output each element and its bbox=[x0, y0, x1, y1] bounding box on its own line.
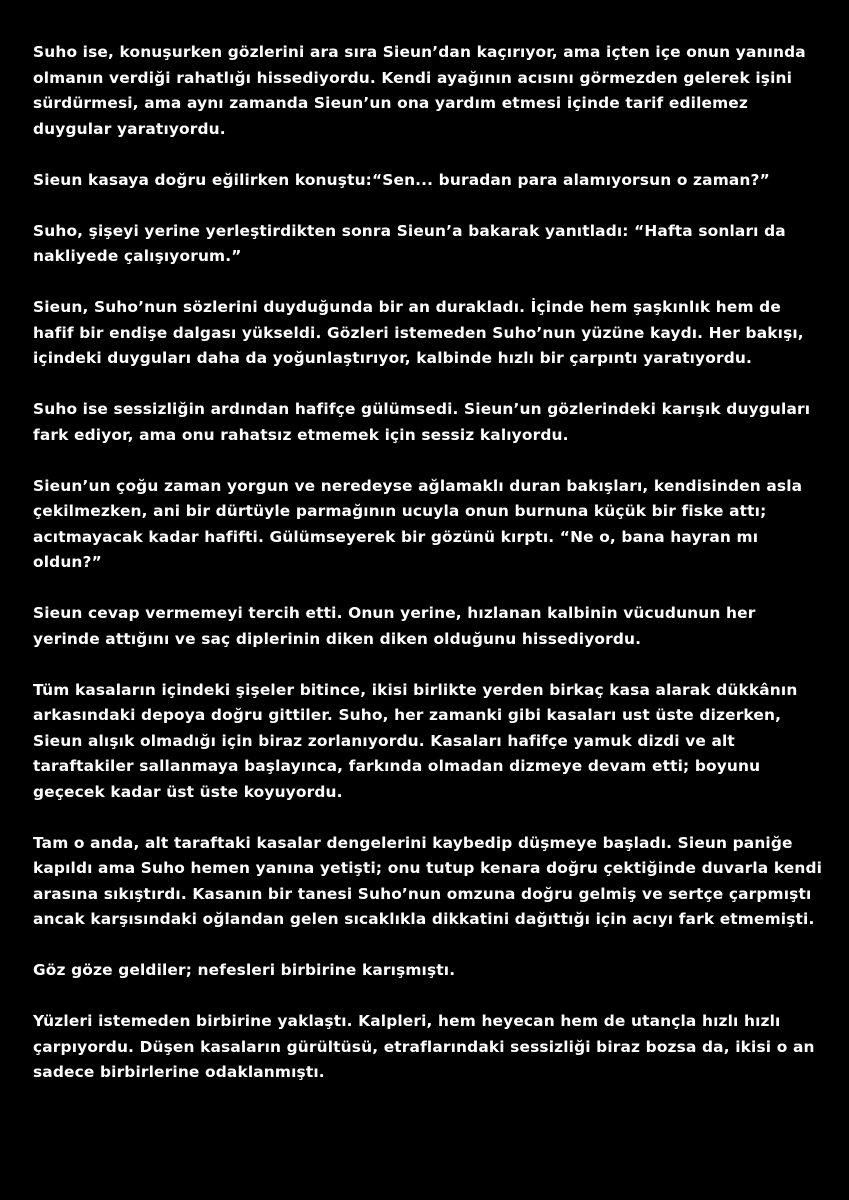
paragraph bbox=[33, 678, 823, 806]
text-line: oldun?” bbox=[33, 553, 102, 571]
text-line: kapıldı ama Suho hemen yanına yetişti; onu tutup kenara doğru çektiğinde duvarla kendi bbox=[33, 859, 823, 877]
text-line: Sieun’un çoğu zaman yorgun ve neredeyse ağlamaklı duran bakışları, kendisinden asla bbox=[33, 476, 803, 495]
text-line: arkasındaki depoya doğru gittiler. Suho, her zamanki gibi kasaları ust üste dizerken, bbox=[33, 706, 782, 724]
paragraph bbox=[33, 831, 823, 933]
paragraph bbox=[33, 168, 823, 194]
text-line: duygular yaratıyordu. bbox=[33, 119, 226, 138]
paragraph bbox=[33, 474, 823, 576]
paragraph bbox=[33, 219, 823, 270]
text-line: fark ediyor, ama onu rahatsız etmemek için sessiz kalıyordu. bbox=[33, 425, 569, 444]
text-line: çekilmezken, ani bir dürtüyle parmağının ucuyla onun burnuna küçük bir fiske attı; bbox=[33, 502, 767, 520]
paragraph bbox=[33, 601, 823, 652]
text-line: içindeki duyguları daha da yoğunlaştırıyor, kalbinde hızlı bir çarpıntı yaratıyordu. bbox=[33, 349, 752, 367]
text-line: Suho ise, konuşurken gözlerini ara sıra Sieun’dan kaçırıyor, ama içten içe onun yanında bbox=[33, 43, 806, 61]
text-line: acıtmayacak kadar hafifti. Gülümseyerek bir gözünü kırptı. “Ne o, bana hayran mı bbox=[33, 527, 759, 546]
text-line: Tüm kasaların içindeki şişeler bitince, ikisi birlikte yerden birkaç kasa alarak dükkânın bbox=[33, 680, 798, 699]
paragraph bbox=[33, 958, 823, 984]
text-line: Sieun alışık olmadığı için biraz zorlanıyordu. Kasaları hafifçe yamuk dizdi ve alt bbox=[33, 731, 735, 750]
text-line: arasına sıkıştırdı. Kasanın bir tanesi Suho’nun omzuna doğru gelmiş ve sertçe çarpmıştı bbox=[33, 884, 812, 903]
story-text bbox=[33, 40, 823, 1111]
text-line: Yüzleri istemeden birbirine yaklaştı. Kalpleri, hem heyecan hem de utançla hızlı hızlı bbox=[33, 1012, 781, 1030]
text-line: sadece birbirlerine odaklanmıştı. bbox=[33, 1063, 325, 1081]
text-line: Suho, şişeyi yerine yerleştirdikten sonra Sieun’a bakarak yanıtladı: “Hafta sonları da bbox=[33, 221, 786, 240]
text-line: çarpıyordu. Düşen kasaların gürültüsü, etraflarındaki sessizliği biraz bozsa da, ikisi o an bbox=[33, 1037, 815, 1056]
paragraph bbox=[33, 1009, 823, 1086]
text-line: ancak karşısındaki oğlandan gelen sıcaklıkla dikkatini dağıttığı için acıyı fark etmemişti. bbox=[33, 910, 815, 928]
text-line: olmanın verdiği rahatlığı hissediyordu. Kendi ayağının acısını görmezden gelerek işini bbox=[33, 68, 793, 87]
text-line: nakliyede çalışıyorum.” bbox=[33, 247, 242, 265]
text-line: Tam o anda, alt taraftaki kasalar dengelerini kaybedip düşmeye başladı. Sieun paniğe bbox=[33, 833, 793, 852]
text-line: geçecek kadar üst üste koyuyordu. bbox=[33, 782, 343, 801]
paragraph bbox=[33, 40, 823, 142]
text-line: hafif bir endişe dalgası yükseldi. Gözleri istemeden Suho’nun yüzüne kaydı. Her bakışı, bbox=[33, 323, 804, 342]
text-line: Sieun kasaya doğru eğilirken konuştu:“Sen... buradan para alamıyorsun o zaman?” bbox=[33, 170, 770, 189]
paragraph bbox=[33, 295, 823, 372]
text-line: Sieun cevap vermemeyi tercih etti. Onun yerine, hızlanan kalbinin vücudunun her bbox=[33, 604, 756, 622]
paragraph bbox=[33, 397, 823, 448]
text-line: Göz göze geldiler; nefesleri birbirine karışmıştı. bbox=[33, 961, 456, 979]
text-line: yerinde attığını ve saç diplerinin diken diken olduğunu hissediyordu. bbox=[33, 629, 642, 648]
text-line: taraftakiler sallanmaya başlayınca, farkında olmadan dizmeye devam etti; boyunu bbox=[33, 757, 761, 775]
text-line: Sieun, Suho’nun sözlerini duyduğunda bir an durakladı. İçinde hem şaşkınlık hem de bbox=[33, 298, 781, 316]
text-line: sürdürmesi, ama aynı zamanda Sieun’un ona yardım etmesi içinde tarif edilemez bbox=[33, 94, 748, 112]
text-line: Suho ise sessizliğin ardından hafifçe gülümsedi. Sieun’un gözlerindeki karışık duyguları bbox=[33, 400, 811, 418]
